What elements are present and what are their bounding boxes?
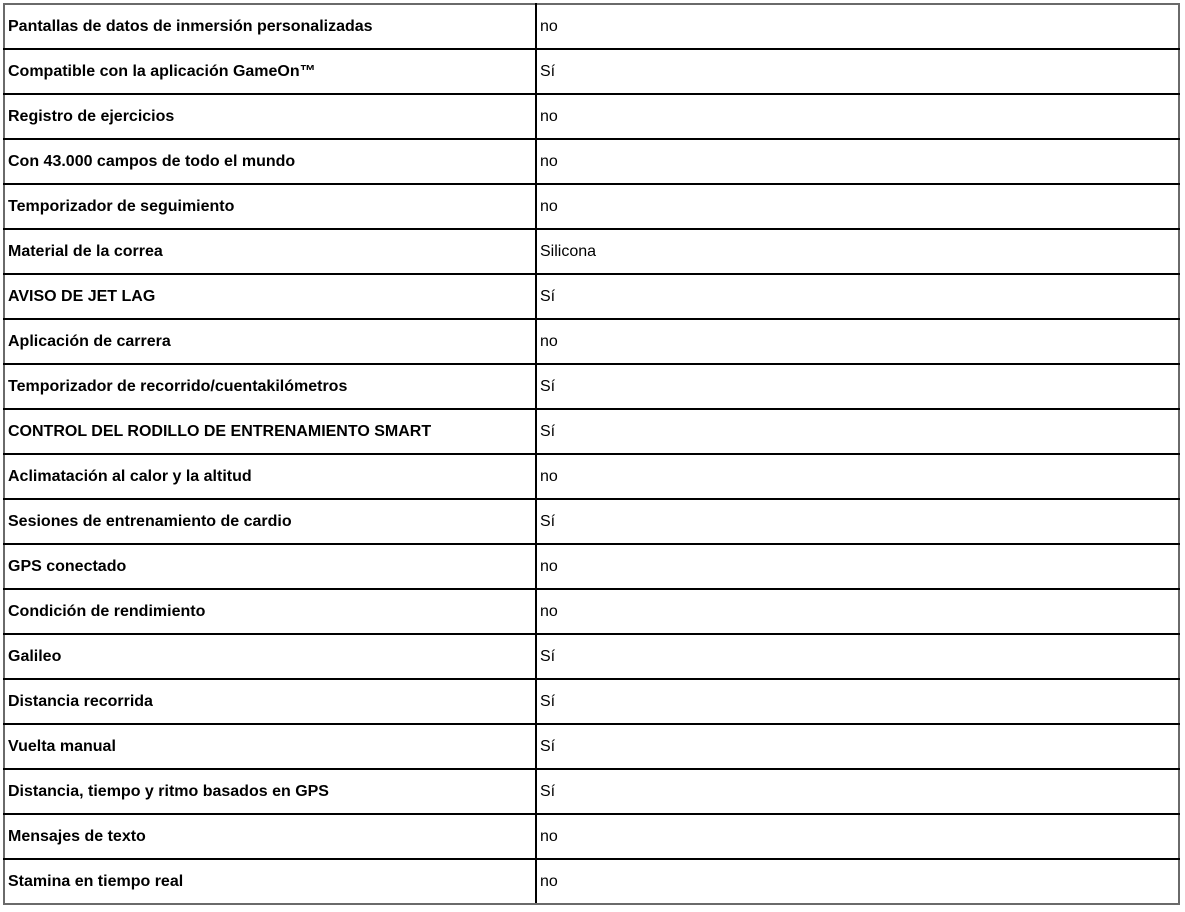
table-row bbox=[4, 679, 1179, 724]
feature-value-cell: no bbox=[536, 184, 1179, 229]
feature-name-cell: AVISO DE JET LAG bbox=[4, 274, 536, 319]
feature-value-cell: Sí bbox=[536, 769, 1179, 814]
feature-value-cell: Sí bbox=[536, 49, 1179, 94]
feature-value-cell: no bbox=[536, 139, 1179, 184]
table-row bbox=[4, 769, 1179, 814]
feature-name-cell: Aplicación de carrera bbox=[4, 319, 536, 364]
feature-name-cell: Con 43.000 campos de todo el mundo bbox=[4, 139, 536, 184]
feature-name-cell: Material de la correa bbox=[4, 229, 536, 274]
feature-name-cell: Distancia, tiempo y ritmo basados en GPS bbox=[4, 769, 536, 814]
feature-value-cell: no bbox=[536, 94, 1179, 139]
feature-value-cell: Sí bbox=[536, 274, 1179, 319]
feature-value-cell: no bbox=[536, 454, 1179, 499]
feature-value-cell: no bbox=[536, 4, 1179, 49]
table-row bbox=[4, 4, 1179, 49]
table-row bbox=[4, 274, 1179, 319]
feature-name-cell: Vuelta manual bbox=[4, 724, 536, 769]
table-row bbox=[4, 724, 1179, 769]
feature-value-cell: Sí bbox=[536, 634, 1179, 679]
feature-value-cell: Silicona bbox=[536, 229, 1179, 274]
feature-name-cell: Condición de rendimiento bbox=[4, 589, 536, 634]
feature-value-cell: Sí bbox=[536, 364, 1179, 409]
table-row bbox=[4, 634, 1179, 679]
feature-value-cell: Sí bbox=[536, 499, 1179, 544]
feature-name-cell: Aclimatación al calor y la altitud bbox=[4, 454, 536, 499]
feature-name-cell: Galileo bbox=[4, 634, 536, 679]
specs-table bbox=[3, 3, 1180, 905]
feature-value-cell: Sí bbox=[536, 724, 1179, 769]
table-row bbox=[4, 94, 1179, 139]
feature-name-cell: Stamina en tiempo real bbox=[4, 859, 536, 904]
table-row bbox=[4, 409, 1179, 454]
feature-value-cell: Sí bbox=[536, 409, 1179, 454]
table-row bbox=[4, 49, 1179, 94]
feature-value-cell: no bbox=[536, 859, 1179, 904]
table-row bbox=[4, 319, 1179, 364]
feature-name-cell: Compatible con la aplicación GameOn™ bbox=[4, 49, 536, 94]
table-row bbox=[4, 814, 1179, 859]
feature-name-cell: GPS conectado bbox=[4, 544, 536, 589]
table-row bbox=[4, 184, 1179, 229]
feature-name-cell: Mensajes de texto bbox=[4, 814, 536, 859]
feature-value-cell: no bbox=[536, 319, 1179, 364]
table-row bbox=[4, 859, 1179, 904]
table-row bbox=[4, 499, 1179, 544]
feature-value-cell: no bbox=[536, 544, 1179, 589]
feature-name-cell: Pantallas de datos de inmersión personalizadas bbox=[4, 4, 536, 49]
feature-name-cell: Distancia recorrida bbox=[4, 679, 536, 724]
feature-value-cell: no bbox=[536, 814, 1179, 859]
feature-value-cell: Sí bbox=[536, 679, 1179, 724]
feature-name-cell: CONTROL DEL RODILLO DE ENTRENAMIENTO SMART bbox=[4, 409, 536, 454]
table-row bbox=[4, 454, 1179, 499]
specs-table-body bbox=[4, 4, 1179, 904]
feature-name-cell: Temporizador de recorrido/cuentakilómetros bbox=[4, 364, 536, 409]
feature-name-cell: Sesiones de entrenamiento de cardio bbox=[4, 499, 536, 544]
table-row bbox=[4, 229, 1179, 274]
table-row bbox=[4, 544, 1179, 589]
feature-name-cell: Registro de ejercicios bbox=[4, 94, 536, 139]
table-row bbox=[4, 364, 1179, 409]
table-row bbox=[4, 139, 1179, 184]
table-row bbox=[4, 589, 1179, 634]
feature-name-cell: Temporizador de seguimiento bbox=[4, 184, 536, 229]
feature-value-cell: no bbox=[536, 589, 1179, 634]
